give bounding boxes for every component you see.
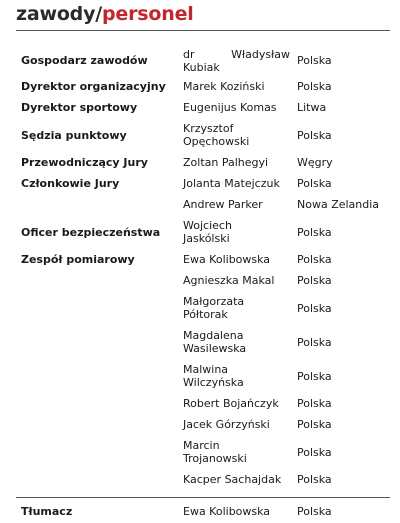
role-label: Dyrektor sportowy — [21, 101, 138, 114]
role-label: Gospodarz zawodów — [21, 54, 148, 67]
country: Polska — [297, 225, 332, 239]
role-label: Przewodniczący Jury — [21, 156, 148, 169]
table-row — [16, 291, 390, 325]
person-name-last: Wilczyńska — [183, 376, 244, 389]
page-title-separator: / — [95, 3, 103, 25]
role-label: Sędzia punktowy — [21, 128, 127, 142]
role-label: Tłumacz — [21, 504, 73, 518]
country: Polska — [297, 445, 332, 459]
person-name-first: Marcin — [183, 439, 220, 452]
person-name — [181, 363, 290, 389]
person-name: Zoltan Palhegyi — [183, 156, 269, 169]
person-name-first: Małgorzata — [183, 295, 245, 308]
person-name-last: Kubiak — [183, 60, 220, 74]
table-row — [16, 118, 390, 152]
person-name: Marek Koziński — [183, 80, 265, 93]
country: Polska — [297, 54, 332, 67]
country: Litwa — [297, 101, 327, 114]
heading-divider — [16, 30, 390, 31]
country: Nowa Zelandia — [297, 198, 380, 211]
table-row — [16, 393, 390, 414]
table-row — [16, 215, 390, 249]
table-row — [16, 76, 390, 97]
page-title-subsection: personel — [102, 3, 194, 25]
person-name-first: Krzysztof — [183, 122, 234, 135]
country: Polska — [297, 369, 332, 383]
person-name-first: Malwina — [183, 363, 229, 376]
table-row — [16, 194, 390, 215]
table-row — [16, 249, 390, 270]
role-label: Zespół pomiarowy — [21, 253, 135, 266]
person-name — [181, 439, 290, 465]
country: Polska — [297, 274, 332, 287]
person-name: Ewa Kolibowska — [183, 253, 271, 266]
country: Polska — [297, 473, 332, 486]
staff-table — [16, 45, 390, 490]
person-name: Jolanta Matejczuk — [183, 177, 280, 190]
person-name — [181, 329, 290, 355]
country: Polska — [297, 301, 332, 315]
country: Polska — [297, 253, 332, 266]
person-name-first: Wojciech — [183, 219, 232, 232]
person-name — [181, 295, 290, 321]
person-name — [181, 122, 290, 148]
country: Polska — [297, 504, 332, 518]
role-label: Dyrektor organizacyjny — [21, 80, 166, 93]
person-name — [181, 219, 290, 245]
country: Polska — [297, 397, 332, 410]
table-row — [16, 173, 390, 194]
country: Polska — [297, 335, 332, 349]
page-title-section: zawody — [16, 3, 96, 25]
person-name: Jacek Górzyński — [183, 418, 270, 431]
country: Polska — [297, 80, 332, 93]
table-row — [16, 97, 390, 118]
table-row — [16, 270, 390, 291]
table-row — [16, 359, 390, 393]
person-name: Kacper Sachajdak — [183, 473, 282, 486]
person-name: Robert Bojańczyk — [183, 397, 279, 410]
table-row — [16, 469, 390, 490]
person-name-last: Półtorak — [183, 308, 228, 321]
person-name: Agnieszka Makal — [183, 274, 275, 287]
person-name-last: Trojanowski — [183, 452, 247, 465]
table-row — [16, 414, 390, 435]
page-title — [16, 0, 194, 28]
person-name: Eugenijus Komas — [183, 101, 277, 114]
role-label: Członkowie Jury — [21, 177, 120, 190]
table-row — [16, 325, 390, 359]
table-row — [16, 152, 390, 173]
person-name: Ewa Kolibowska — [183, 504, 271, 518]
country: Polska — [297, 177, 332, 190]
person-name-title: dr — [183, 47, 195, 61]
role-label: Oficer bezpieczeństwa — [21, 225, 161, 239]
section-divider — [16, 497, 390, 498]
person-name-first: Magdalena — [183, 329, 244, 342]
person-name — [181, 48, 290, 74]
person-name: Andrew Parker — [183, 198, 263, 211]
person-name-last: Opęchowski — [183, 135, 250, 148]
country: Węgry — [297, 156, 333, 169]
country: Polska — [297, 128, 332, 142]
person-name-last: Wasilewska — [183, 342, 247, 355]
person-name-first: Władysław — [231, 47, 290, 61]
table-row — [16, 504, 390, 518]
table-row — [16, 45, 390, 76]
person-name-last: Jaskólski — [183, 232, 230, 245]
country: Polska — [297, 418, 332, 431]
table-row — [16, 435, 390, 469]
